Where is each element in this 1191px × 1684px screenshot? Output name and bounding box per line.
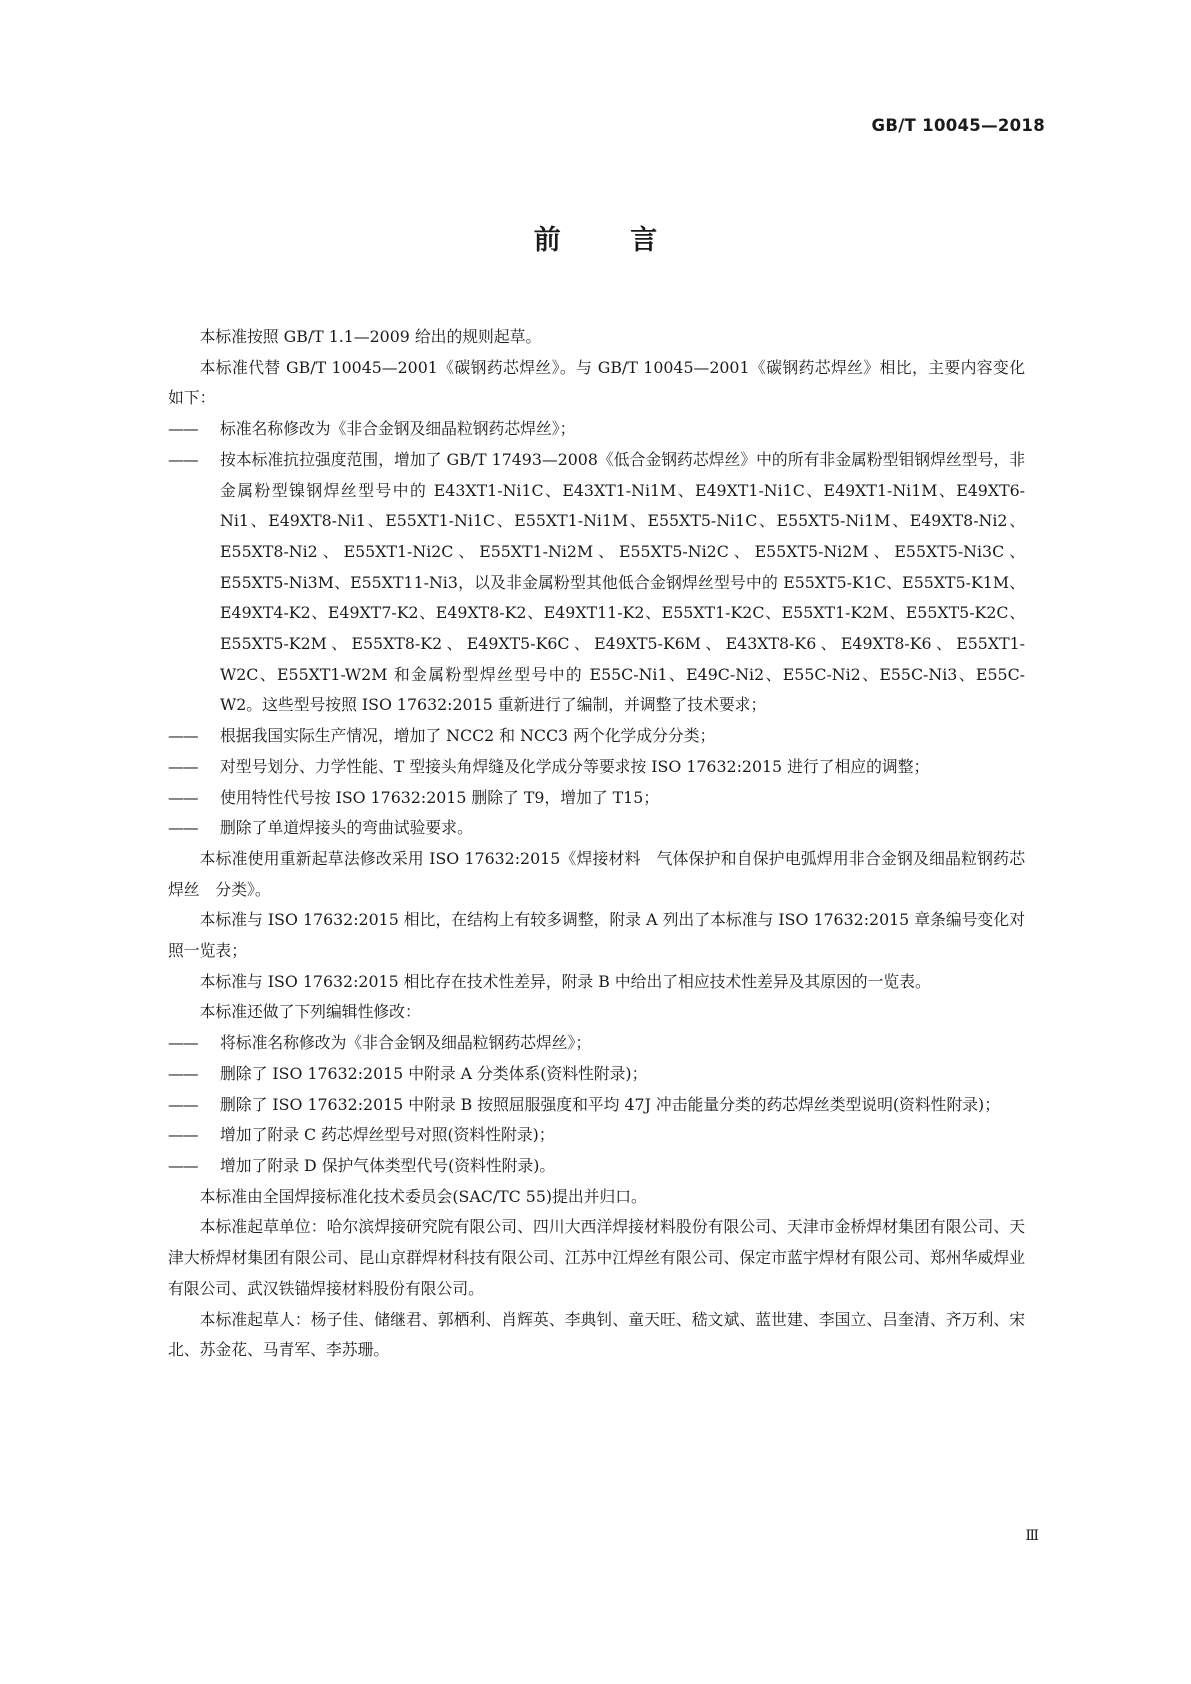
list-item — [168, 1090, 1025, 1121]
standard-code: GB/T 10045—2018 — [871, 116, 1045, 135]
paragraph: 本标准按照 GB/T 1.1—2009 给出的规则起草。 — [199, 327, 542, 346]
dash-marker: —— — [168, 449, 198, 469]
list-item-text: 删除了单道焊接头的弯曲试验要求。 — [220, 818, 473, 838]
paragraph: 本标准起草单位：哈尔滨焊接研究院有限公司、四川大西洋焊接材料股份有限公司、天津市金桥焊材集团有限公司、天津大桥焊材集团有限公司、昆山京群焊材科技有限公司、江苏中江焊丝有限公司、保定市蓝宇焊材有限公司、郑州华威焊业有限公司、武汉铁锚焊接材料股份有限公司。 — [168, 1217, 1025, 1298]
dash-marker: —— — [168, 419, 198, 439]
dash-marker: —— — [168, 1125, 198, 1145]
list-item — [168, 721, 1025, 752]
dash-marker: —— — [168, 1155, 198, 1175]
paragraph: 本标准使用重新起草法修改采用 ISO 17632:2015《焊接材料 气体保护和自保护电弧焊用非合金钢及细晶粒钢药芯焊丝 分类》。 — [168, 848, 1025, 899]
page-number: Ⅲ — [1025, 1528, 1039, 1544]
list-item — [168, 813, 1025, 844]
list-item — [168, 752, 1025, 783]
list-item-text: 根据我国实际生产情况，增加了 NCC2 和 NCC3 两个化学成分分类； — [220, 726, 716, 746]
list-item — [168, 1028, 1025, 1059]
dash-marker: —— — [168, 1033, 198, 1053]
paragraph: 本标准由全国焊接标准化技术委员会(SAC/TC 55)提出并归口。 — [199, 1186, 647, 1206]
page-title: 前 言 — [533, 225, 688, 256]
foreword-body — [168, 322, 1025, 1366]
paragraph: 本标准与 ISO 17632:2015 相比，在结构上有较多调整，附录 A 列出了本标准与 ISO 17632:2015 章条编号变化对照一览表； — [168, 910, 1025, 961]
list-item-text: 将标准名称修改为《非合金钢及细晶粒钢药芯焊丝》； — [220, 1033, 592, 1053]
list-item — [168, 445, 1025, 721]
list-item-text: 增加了附录 C 药芯焊丝型号对照(资料性附录)； — [220, 1125, 555, 1145]
list-item-text: 使用特性代号按 ISO 17632:2015 删除了 T9，增加了 T15； — [220, 787, 660, 807]
list-item — [168, 783, 1025, 814]
list-item-text: 删除了 ISO 17632:2015 中附录 A 分类体系(资料性附录)； — [220, 1063, 648, 1083]
dash-marker: —— — [168, 756, 198, 776]
list-item-text: 对型号划分、力学性能、T 型接头角焊缝及化学成分等要求按 ISO 17632:2015 进行了相应的调整； — [220, 756, 930, 776]
list-item — [168, 1120, 1025, 1151]
dash-marker: —— — [168, 726, 198, 746]
list-item-text: 增加了附录 D 保护气体类型代号(资料性附录)。 — [220, 1155, 556, 1175]
list-item — [168, 1151, 1025, 1182]
list-item-text: 删除了 ISO 17632:2015 中附录 B 按照屈服强度和平均 47J 冲击能量分类的药芯焊丝类型说明(资料性附录)； — [220, 1094, 1000, 1114]
paragraph: 本标准还做了下列编辑性修改： — [199, 1002, 421, 1022]
list-item — [168, 414, 1025, 445]
list-item-text: 标准名称修改为《非合金钢及细晶粒钢药芯焊丝》； — [220, 419, 576, 439]
paragraph: 本标准与 ISO 17632:2015 相比存在技术性差异，附录 B 中给出了相应技术性差异及其原因的一览表。 — [199, 971, 931, 991]
dash-marker: —— — [168, 1094, 198, 1114]
dash-marker: —— — [168, 1063, 198, 1083]
paragraph: 本标准代替 GB/T 10045—2001《碳钢药芯焊丝》。与 GB/T 10045—2001《碳钢药芯焊丝》相比，主要内容变化如下： — [168, 357, 1025, 408]
dash-marker: —— — [168, 787, 198, 807]
paragraph: 本标准起草人：杨子佳、储继君、郭栖利、肖辉英、李典钊、童天旺、嵇文斌、蓝世建、李国立、吕奎清、齐万利、宋北、苏金花、马青军、李苏珊。 — [168, 1309, 1025, 1360]
dash-marker: —— — [168, 818, 198, 838]
list-item — [168, 1059, 1025, 1090]
list-item-text: 按本标准抗拉强度范围，增加了 GB/T 17493—2008《低合金钢药芯焊丝》中的所有非金属粉型钼钢焊丝型号，非金属粉型镍钢焊丝型号中的 E43XT1-Ni1C、E43XT1-Ni1M、E49XT1-Ni1C、E49XT1-Ni1M、E49XT6-Ni1、E49XT8-Ni1、E55XT1-Ni1C、E55XT1-Ni1M、E55XT5-Ni1C、E55XT5-Ni1M、E49XT8-Ni2、E55XT8-Ni2、E55XT1-Ni2C、E55XT1-Ni2M、E55XT5-Ni2C、E55XT5-Ni2M、E55XT5-Ni3C、E55XT5-Ni3M、E55XT11-Ni3，以及非金属粉型其他低合金钢焊丝型号中的 E55XT5-K1C、E55XT5-K1M、E49XT4-K2、E49XT7-K2、E49XT8-K2、E49XT11-K2、E55XT1-K2C、E55XT1-K2M、E55XT5-K2C、E55XT5-K2M、E55XT8-K2、E49XT5-K6C、E49XT5-K6M、E43XT8-K6、E49XT8-K6、E55XT1-W2C、E55XT1-W2M 和金属粉型焊丝型号中的 E55C-Ni1、E49C-Ni2、E55C-Ni2、E55C-Ni3、E55C-W2。这些型号按照 ISO 17632:2015 重新进行了编制，并调整了技术要求； — [220, 449, 1025, 715]
